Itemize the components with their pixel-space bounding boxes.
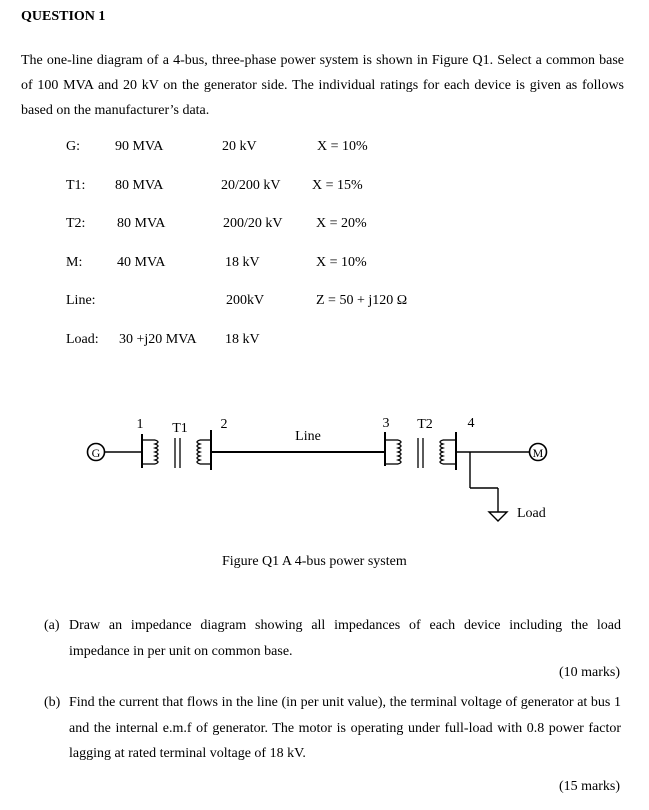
device-label: T1: <box>66 178 86 193</box>
svg-text:M: M <box>532 446 544 460</box>
device-voltage: 18 kV <box>225 255 260 270</box>
t1-label: T1 <box>172 421 188 436</box>
device-rating: 80 MVA <box>115 178 164 193</box>
device-voltage: 18 kV <box>225 332 260 347</box>
bus-2-label: 2 <box>220 417 228 432</box>
figure-caption: Figure Q1 A 4-bus power system <box>222 554 407 569</box>
device-voltage: 20/200 kV <box>221 178 281 193</box>
device-rating: 30 +j20 MVA <box>119 332 197 347</box>
device-impedance: X = 15% <box>312 178 363 193</box>
device-impedance: Z = 50 + j120 Ω <box>316 293 408 308</box>
transformer-t1-symbol <box>142 438 211 468</box>
device-voltage: 200kV <box>226 293 265 308</box>
bus-4-label: 4 <box>467 416 475 431</box>
part-b-marks: (15 marks) <box>558 779 620 794</box>
device-label: Line: <box>66 293 96 308</box>
question-title: QUESTION 1 <box>21 9 106 24</box>
bus-1-label: 1 <box>136 417 144 432</box>
part-a-marks: (10 marks) <box>558 665 620 680</box>
device-rating: 80 MVA <box>117 216 166 231</box>
line-label: Line <box>295 429 321 444</box>
part-text: Draw an impedance diagram showing all impedances of each device including the load impedance in per unit on common base. <box>69 618 621 659</box>
device-label: G: <box>66 139 80 154</box>
bus-3-label: 3 <box>382 416 390 431</box>
load-symbol <box>470 452 507 521</box>
device-rating: 40 MVA <box>117 255 166 270</box>
transformer-t2-symbol <box>385 438 456 468</box>
device-label: Load: <box>66 332 99 347</box>
part-label: (b) <box>44 695 61 710</box>
part-label: (a) <box>44 618 60 633</box>
device-rating: 90 MVA <box>115 139 164 154</box>
motor-symbol <box>530 444 547 461</box>
device-label: T2: <box>66 216 86 231</box>
device-impedance: X = 10% <box>316 255 367 270</box>
device-voltage: 20 kV <box>222 139 257 154</box>
part-text: Find the current that flows in the line (in per unit value), the terminal voltage of generator at bus 1 and the internal e.m.f of generator. The motor is operating under full-load with 0.8 power factor lagging at rated terminal voltage of 18 kV. <box>69 695 621 761</box>
device-voltage: 200/20 kV <box>223 216 283 231</box>
device-impedance: X = 20% <box>316 216 367 231</box>
one-line-diagram <box>0 400 649 530</box>
load-label: Load <box>517 506 546 521</box>
device-label: M: <box>66 255 83 270</box>
device-impedance: X = 10% <box>317 139 368 154</box>
question-intro: The one-line diagram of a 4-bus, three-phase power system is shown in Figure Q1. Select a common base of 100 MVA and 20 kV on the generator side. The individual ratings for each device is given as follows based on the manufacturer’s data. <box>21 53 624 118</box>
svg-text:G: G <box>91 446 101 460</box>
t2-label: T2 <box>417 417 433 432</box>
generator-symbol <box>88 444 105 461</box>
